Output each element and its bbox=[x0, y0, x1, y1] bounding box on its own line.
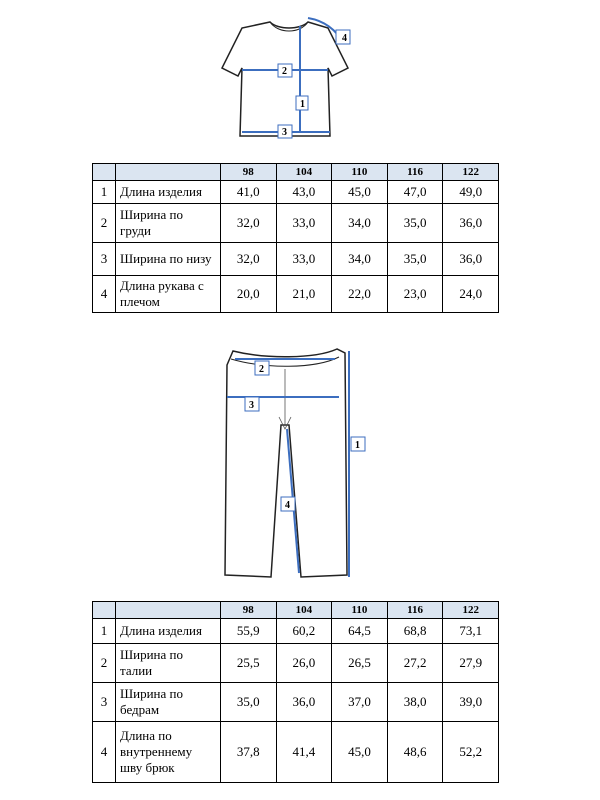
size-header: 122 bbox=[443, 164, 499, 181]
pants-marker-4: 4 bbox=[285, 500, 290, 511]
measurement-name: Ширина по груди bbox=[116, 204, 221, 243]
size-header: 98 bbox=[221, 602, 277, 619]
measurement-name: Длина изделия bbox=[116, 181, 221, 204]
measurement-value: 60,2 bbox=[276, 619, 332, 644]
measurement-value: 27,2 bbox=[387, 644, 443, 683]
measurement-value: 39,0 bbox=[443, 683, 499, 722]
measurement-value: 52,2 bbox=[443, 722, 499, 783]
measurement-value: 36,0 bbox=[443, 204, 499, 243]
tshirt-marker-4: 4 bbox=[342, 33, 347, 44]
measurement-value: 35,0 bbox=[221, 683, 277, 722]
measurement-value: 68,8 bbox=[387, 619, 443, 644]
row-number: 4 bbox=[93, 276, 116, 313]
measurement-value: 23,0 bbox=[387, 276, 443, 313]
measurement-value: 37,0 bbox=[332, 683, 388, 722]
measurement-value: 27,9 bbox=[443, 644, 499, 683]
pants-marker-1: 1 bbox=[355, 440, 360, 451]
row-number: 4 bbox=[93, 722, 116, 783]
measurement-name: Длина по внутреннему шву брюк bbox=[116, 722, 221, 783]
table-row bbox=[93, 722, 499, 783]
row-number: 2 bbox=[93, 644, 116, 683]
tshirt-size-table bbox=[92, 163, 499, 313]
size-header: 104 bbox=[276, 602, 332, 619]
row-number: 1 bbox=[93, 181, 116, 204]
measurement-value: 33,0 bbox=[276, 204, 332, 243]
pants-size-table bbox=[92, 601, 499, 783]
tshirt-diagram bbox=[220, 8, 360, 148]
measurement-value: 32,0 bbox=[221, 243, 277, 276]
measurement-value: 36,0 bbox=[276, 683, 332, 722]
measurement-value: 26,0 bbox=[276, 644, 332, 683]
table-header-row bbox=[93, 164, 499, 181]
measurement-value: 37,8 bbox=[221, 722, 277, 783]
table-row bbox=[93, 243, 499, 276]
tshirt-marker-3: 3 bbox=[282, 127, 287, 138]
measurement-value: 43,0 bbox=[276, 181, 332, 204]
size-header: 110 bbox=[332, 602, 388, 619]
measurement-value: 34,0 bbox=[332, 204, 388, 243]
measurement-value: 35,0 bbox=[387, 243, 443, 276]
pants-marker-3: 3 bbox=[249, 400, 254, 411]
measurement-name: Ширина по талии bbox=[116, 644, 221, 683]
pants-marker-2: 2 bbox=[259, 364, 264, 375]
measurement-value: 45,0 bbox=[332, 722, 388, 783]
measurement-value: 73,1 bbox=[443, 619, 499, 644]
size-header: 110 bbox=[332, 164, 388, 181]
measurement-value: 64,5 bbox=[332, 619, 388, 644]
table-row bbox=[93, 204, 499, 243]
row-number: 2 bbox=[93, 204, 116, 243]
size-header: 122 bbox=[443, 602, 499, 619]
measurement-value: 20,0 bbox=[221, 276, 277, 313]
size-header: 116 bbox=[387, 602, 443, 619]
measurement-name: Длина рукава с плечом bbox=[116, 276, 221, 313]
pants-diagram bbox=[215, 345, 375, 585]
measurement-value: 47,0 bbox=[387, 181, 443, 204]
measurement-value: 45,0 bbox=[332, 181, 388, 204]
table-row bbox=[93, 644, 499, 683]
measurement-value: 41,0 bbox=[221, 181, 277, 204]
measurement-value: 35,0 bbox=[387, 204, 443, 243]
measurement-value: 32,0 bbox=[221, 204, 277, 243]
measurement-value: 48,6 bbox=[387, 722, 443, 783]
measurement-value: 25,5 bbox=[221, 644, 277, 683]
measurement-value: 24,0 bbox=[443, 276, 499, 313]
size-header: 98 bbox=[221, 164, 277, 181]
table-row bbox=[93, 181, 499, 204]
measurement-value: 34,0 bbox=[332, 243, 388, 276]
table-row bbox=[93, 683, 499, 722]
measurement-value: 38,0 bbox=[387, 683, 443, 722]
measurement-value: 55,9 bbox=[221, 619, 277, 644]
table-header-row bbox=[93, 602, 499, 619]
table-row bbox=[93, 619, 499, 644]
measurement-value: 49,0 bbox=[443, 181, 499, 204]
measurement-value: 22,0 bbox=[332, 276, 388, 313]
measurement-value: 21,0 bbox=[276, 276, 332, 313]
table-row bbox=[93, 276, 499, 313]
size-header: 116 bbox=[387, 164, 443, 181]
measurement-value: 41,4 bbox=[276, 722, 332, 783]
row-number: 1 bbox=[93, 619, 116, 644]
size-header: 104 bbox=[276, 164, 332, 181]
measurement-value: 36,0 bbox=[443, 243, 499, 276]
measurement-name: Длина изделия bbox=[116, 619, 221, 644]
measurement-value: 33,0 bbox=[276, 243, 332, 276]
measurement-name: Ширина по бедрам bbox=[116, 683, 221, 722]
tshirt-marker-2: 2 bbox=[282, 66, 287, 77]
measurement-value: 26,5 bbox=[332, 644, 388, 683]
tshirt-marker-1: 1 bbox=[300, 99, 305, 110]
measurement-name: Ширина по низу bbox=[116, 243, 221, 276]
row-number: 3 bbox=[93, 683, 116, 722]
row-number: 3 bbox=[93, 243, 116, 276]
